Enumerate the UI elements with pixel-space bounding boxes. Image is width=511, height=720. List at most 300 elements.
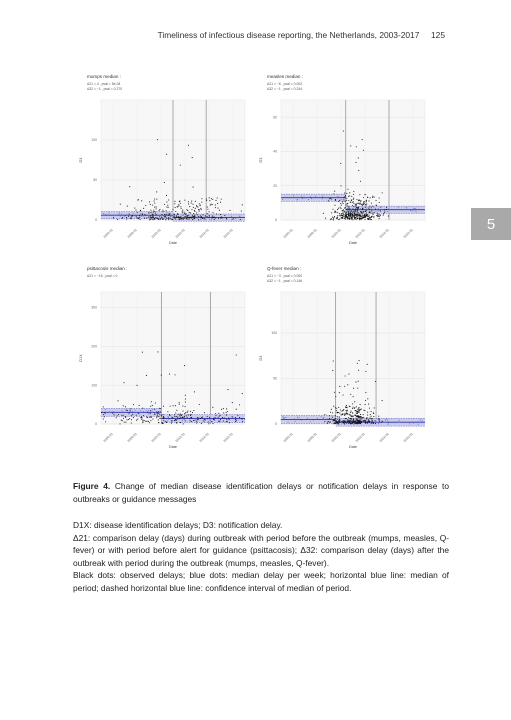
observed-delay-dot xyxy=(333,406,334,407)
observed-delay-dot xyxy=(219,210,220,211)
observed-delay-dot xyxy=(166,218,167,219)
observed-delay-dot xyxy=(126,409,127,410)
observed-delay-dot xyxy=(357,388,358,389)
observed-delay-dot xyxy=(384,212,385,213)
observed-delay-dot xyxy=(193,420,194,421)
observed-delay-dot xyxy=(180,422,181,423)
observed-delay-dot xyxy=(328,200,329,201)
observed-delay-dot xyxy=(361,422,362,423)
observed-delay-dot xyxy=(227,389,228,390)
observed-delay-dot xyxy=(356,146,357,147)
weekly-median-dot xyxy=(146,410,147,411)
observed-delay-dot xyxy=(186,216,187,217)
observed-delay-dot xyxy=(336,420,337,421)
y-tick-label: 100 xyxy=(271,331,277,336)
observed-delay-dot xyxy=(351,411,352,412)
observed-delay-dot xyxy=(215,415,216,416)
observed-delay-dot xyxy=(374,197,375,198)
observed-delay-dot xyxy=(359,423,360,424)
weekly-median-dot xyxy=(196,217,197,218)
observed-delay-dot xyxy=(350,145,351,146)
weekly-median-dot xyxy=(148,213,149,214)
observed-delay-dot xyxy=(382,192,383,193)
observed-delay-dot xyxy=(337,419,338,420)
chapter-tab xyxy=(471,208,511,240)
observed-delay-dot xyxy=(166,201,167,202)
observed-delay-dot xyxy=(358,412,359,413)
x-tick-label: 2010-01 xyxy=(150,431,162,443)
weekly-median-dot xyxy=(284,417,285,418)
observed-delay-dot xyxy=(188,219,189,220)
observed-delay-dot xyxy=(175,218,176,219)
observed-delay-dot xyxy=(349,218,350,219)
observed-delay-dot xyxy=(189,217,190,218)
observed-delay-dot xyxy=(217,203,218,204)
y-tick-label: 20 xyxy=(273,183,277,188)
observed-delay-dot xyxy=(348,215,349,216)
weekly-median-dot xyxy=(413,208,414,209)
observed-delay-dot xyxy=(150,215,151,216)
observed-delay-dot xyxy=(344,196,345,197)
observed-delay-dot xyxy=(116,417,117,418)
weekly-median-dot xyxy=(348,422,349,423)
weekly-median-dot xyxy=(413,422,414,423)
observed-delay-dot xyxy=(362,417,363,418)
observed-delay-dot xyxy=(383,215,384,216)
observed-delay-dot xyxy=(358,157,359,158)
observed-delay-dot xyxy=(355,418,356,419)
observed-delay-dot xyxy=(150,416,151,417)
weekly-median-dot xyxy=(197,218,198,219)
observed-delay-dot xyxy=(184,416,185,417)
observed-delay-dot xyxy=(194,210,195,211)
weekly-median-dot xyxy=(152,409,153,410)
observed-delay-dot xyxy=(105,421,106,422)
x-tick-label: 2014-01 xyxy=(378,431,390,443)
observed-delay-dot xyxy=(163,406,164,407)
observed-delay-dot xyxy=(194,218,195,219)
observed-delay-dot xyxy=(324,421,325,422)
observed-delay-dot xyxy=(200,215,201,216)
observed-delay-dot xyxy=(339,416,340,417)
weekly-median-dot xyxy=(119,213,120,214)
weekly-median-dot xyxy=(113,411,114,412)
weekly-median-dot xyxy=(323,417,324,418)
observed-delay-dot xyxy=(158,422,159,423)
observed-delay-dot xyxy=(346,214,347,215)
observed-delay-dot xyxy=(367,412,368,413)
observed-delay-dot xyxy=(212,212,213,213)
observed-delay-dot xyxy=(155,208,156,209)
observed-delay-dot xyxy=(357,412,358,413)
observed-delay-dot xyxy=(150,420,151,421)
weekly-median-dot xyxy=(398,420,399,421)
observed-delay-dot xyxy=(123,415,124,416)
observed-delay-dot xyxy=(157,413,158,414)
observed-delay-dot xyxy=(351,416,352,417)
weekly-median-dot xyxy=(156,411,157,412)
observed-delay-dot xyxy=(346,211,347,212)
weekly-median-dot xyxy=(198,417,199,418)
observed-delay-dot xyxy=(360,417,361,418)
observed-delay-dot xyxy=(232,219,233,220)
weekly-median-dot xyxy=(325,197,326,198)
observed-delay-dot xyxy=(365,217,366,218)
y-tick-label: 200 xyxy=(91,344,97,349)
weekly-median-dot xyxy=(378,210,379,211)
observed-delay-dot xyxy=(167,205,168,206)
observed-delay-dot xyxy=(192,219,193,220)
observed-delay-dot xyxy=(176,216,177,217)
weekly-median-dot xyxy=(176,418,177,419)
observed-delay-dot xyxy=(181,218,182,219)
observed-delay-dot xyxy=(350,394,351,395)
observed-delay-dot xyxy=(159,216,160,217)
observed-delay-dot xyxy=(190,420,191,421)
observed-delay-dot xyxy=(140,219,141,220)
observed-delay-dot xyxy=(346,193,347,194)
observed-delay-dot xyxy=(348,207,349,208)
weekly-median-dot xyxy=(135,410,136,411)
weekly-median-dot xyxy=(182,215,183,216)
weekly-median-dot xyxy=(200,218,201,219)
weekly-median-dot xyxy=(154,413,155,414)
observed-delay-dot xyxy=(232,402,233,403)
observed-delay-dot xyxy=(349,209,350,210)
observed-delay-dot xyxy=(199,404,200,405)
weekly-median-dot xyxy=(346,420,347,421)
observed-delay-dot xyxy=(338,412,339,413)
weekly-median-dot xyxy=(285,417,286,418)
observed-delay-dot xyxy=(195,201,196,202)
weekly-median-dot xyxy=(159,412,160,413)
observed-delay-dot xyxy=(363,150,364,151)
observed-delay-dot xyxy=(352,407,353,408)
observed-delay-dot xyxy=(207,209,208,210)
observed-delay-dot xyxy=(175,405,176,406)
observed-delay-dot xyxy=(185,395,186,396)
weekly-median-dot xyxy=(348,208,349,209)
observed-delay-dot xyxy=(355,219,356,220)
weekly-median-dot xyxy=(143,216,144,217)
observed-delay-dot xyxy=(373,423,374,424)
observed-delay-dot xyxy=(328,421,329,422)
observed-delay-dot xyxy=(359,215,360,216)
observed-delay-dot xyxy=(371,219,372,220)
observed-delay-dot xyxy=(372,213,373,214)
observed-delay-dot xyxy=(379,202,380,203)
observed-delay-dot xyxy=(170,216,171,217)
observed-delay-dot xyxy=(338,420,339,421)
observed-delay-dot xyxy=(146,217,147,218)
observed-delay-dot xyxy=(163,414,164,415)
observed-delay-dot xyxy=(193,216,194,217)
x-tick-label: 2010-01 xyxy=(330,431,342,443)
observed-delay-dot xyxy=(150,410,151,411)
plot-background xyxy=(101,292,245,424)
observed-delay-dot xyxy=(365,211,366,212)
observed-delay-dot xyxy=(376,200,377,201)
observed-delay-dot xyxy=(202,214,203,215)
weekly-median-dot xyxy=(113,215,114,216)
observed-delay-dot xyxy=(188,145,189,146)
observed-delay-dot xyxy=(125,215,126,216)
observed-delay-dot xyxy=(142,408,143,409)
weekly-median-dot xyxy=(410,210,411,211)
observed-delay-dot xyxy=(360,421,361,422)
observed-delay-dot xyxy=(347,205,348,206)
weekly-median-dot xyxy=(399,422,400,423)
observed-delay-dot xyxy=(344,216,345,217)
weekly-median-dot xyxy=(130,410,131,411)
observed-delay-dot xyxy=(200,205,201,206)
observed-delay-dot xyxy=(202,417,203,418)
observed-delay-dot xyxy=(360,200,361,201)
observed-delay-dot xyxy=(368,216,369,217)
figure-label: Figure 4. xyxy=(73,481,111,491)
observed-delay-dot xyxy=(124,422,125,423)
weekly-median-dot xyxy=(412,211,413,212)
observed-delay-dot xyxy=(130,408,131,409)
observed-delay-dot xyxy=(334,211,335,212)
observed-delay-dot xyxy=(184,216,185,217)
observed-delay-dot xyxy=(162,418,163,419)
observed-delay-dot xyxy=(142,422,143,423)
observed-delay-dot xyxy=(345,418,346,419)
weekly-median-dot xyxy=(422,420,423,421)
observed-delay-dot xyxy=(142,214,143,215)
observed-delay-dot xyxy=(357,208,358,209)
observed-delay-dot xyxy=(345,407,346,408)
observed-delay-dot xyxy=(158,420,159,421)
observed-delay-dot xyxy=(364,219,365,220)
observed-delay-dot xyxy=(370,212,371,213)
weekly-median-dot xyxy=(126,214,127,215)
observed-delay-dot xyxy=(212,423,213,424)
observed-delay-dot xyxy=(175,211,176,212)
observed-delay-dot xyxy=(379,197,380,198)
observed-delay-dot xyxy=(160,218,161,219)
observed-delay-dot xyxy=(206,198,207,199)
weekly-median-dot xyxy=(385,419,386,420)
observed-delay-dot xyxy=(148,217,149,218)
observed-delay-dot xyxy=(165,421,166,422)
observed-delay-dot xyxy=(371,207,372,208)
q-fever-panel xyxy=(255,262,430,452)
observed-delay-dot xyxy=(187,215,188,216)
observed-delay-dot xyxy=(229,210,230,211)
weekly-median-dot xyxy=(175,418,176,419)
weekly-median-dot xyxy=(387,211,388,212)
weekly-median-dot xyxy=(170,418,171,419)
observed-delay-dot xyxy=(191,209,192,210)
observed-delay-dot xyxy=(190,411,191,412)
chart-title: Q-fever median : xyxy=(267,266,302,271)
observed-delay-dot xyxy=(372,206,373,207)
observed-delay-dot xyxy=(129,412,130,413)
observed-delay-dot xyxy=(334,216,335,217)
chart-stat: Δ21 = −16 , pval = 0 xyxy=(87,274,118,278)
observed-delay-dot xyxy=(220,217,221,218)
observed-delay-dot xyxy=(184,413,185,414)
x-axis-label: Date xyxy=(348,241,358,245)
observed-delay-dot xyxy=(154,201,155,202)
weekly-median-dot xyxy=(294,418,295,419)
observed-delay-dot xyxy=(337,422,338,423)
observed-delay-dot xyxy=(181,208,182,209)
observed-delay-dot xyxy=(166,154,167,155)
observed-delay-dot xyxy=(178,414,179,415)
weekly-median-dot xyxy=(342,420,343,421)
weekly-median-dot xyxy=(197,418,198,419)
observed-delay-dot xyxy=(344,208,345,209)
weekly-median-dot xyxy=(349,421,350,422)
weekly-median-dot xyxy=(120,216,121,217)
observed-delay-dot xyxy=(366,418,367,419)
chart-stat: Δ21 = −3 , pval = 0.000 xyxy=(267,274,303,278)
observed-delay-dot xyxy=(371,210,372,211)
observed-delay-dot xyxy=(172,209,173,210)
observed-delay-dot xyxy=(198,219,199,220)
observed-delay-dot xyxy=(362,215,363,216)
weekly-median-dot xyxy=(337,196,338,197)
observed-delay-dot xyxy=(221,199,222,200)
observed-delay-dot xyxy=(210,205,211,206)
observed-delay-dot xyxy=(199,203,200,204)
observed-delay-dot xyxy=(369,421,370,422)
observed-delay-dot xyxy=(157,351,158,352)
observed-delay-dot xyxy=(344,386,345,387)
weekly-median-dot xyxy=(195,418,196,419)
weekly-median-dot xyxy=(282,199,283,200)
observed-delay-dot xyxy=(150,412,151,413)
observed-delay-dot xyxy=(209,200,210,201)
observed-delay-dot xyxy=(334,212,335,213)
observed-delay-dot xyxy=(148,421,149,422)
observed-delay-dot xyxy=(382,400,383,401)
weekly-median-dot xyxy=(109,213,110,214)
observed-delay-dot xyxy=(188,217,189,218)
observed-delay-dot xyxy=(182,212,183,213)
observed-delay-dot xyxy=(127,206,128,207)
observed-delay-dot xyxy=(363,197,364,198)
observed-delay-dot xyxy=(332,370,333,371)
observed-delay-dot xyxy=(340,409,341,410)
observed-delay-dot xyxy=(184,365,185,366)
weekly-median-dot xyxy=(137,412,138,413)
observed-delay-dot xyxy=(340,207,341,208)
weekly-median-dot xyxy=(148,413,149,414)
page-number: 125 xyxy=(431,30,445,40)
observed-delay-dot xyxy=(176,410,177,411)
weekly-median-dot xyxy=(334,198,335,199)
observed-delay-dot xyxy=(152,205,153,206)
x-tick-label: 2006-01 xyxy=(282,431,294,443)
observed-delay-dot xyxy=(168,207,169,208)
observed-delay-dot xyxy=(211,421,212,422)
x-tick-label: 2012-01 xyxy=(174,227,186,239)
observed-delay-dot xyxy=(352,205,353,206)
observed-delay-dot xyxy=(366,213,367,214)
weekly-median-dot xyxy=(332,421,333,422)
weekly-median-dot xyxy=(313,197,314,198)
y-tick-label: 50 xyxy=(273,376,277,381)
weekly-median-dot xyxy=(350,424,351,425)
observed-delay-dot xyxy=(333,193,334,194)
observed-delay-dot xyxy=(346,216,347,217)
weekly-median-dot xyxy=(140,214,141,215)
observed-delay-dot xyxy=(365,404,366,405)
observed-delay-dot xyxy=(369,217,370,218)
weekly-median-dot xyxy=(108,412,109,413)
observed-delay-dot xyxy=(361,416,362,417)
observed-delay-dot xyxy=(137,212,138,213)
x-tick-label: 2006-01 xyxy=(102,227,114,239)
chart-stat: Δ32 = −1 , pval = 0.244 xyxy=(267,87,303,91)
observed-delay-dot xyxy=(161,375,162,376)
weekly-median-dot xyxy=(299,417,300,418)
observed-delay-dot xyxy=(207,213,208,214)
observed-delay-dot xyxy=(343,203,344,204)
observed-delay-dot xyxy=(194,215,195,216)
observed-delay-dot xyxy=(355,205,356,206)
observed-delay-dot xyxy=(371,411,372,412)
x-tick-label: 2016-01 xyxy=(222,431,234,443)
observed-delay-dot xyxy=(179,404,180,405)
observed-delay-dot xyxy=(359,417,360,418)
observed-delay-dot xyxy=(135,210,136,211)
observed-delay-dot xyxy=(133,417,134,418)
observed-delay-dot xyxy=(372,197,373,198)
weekly-median-dot xyxy=(322,196,323,197)
weekly-median-dot xyxy=(227,419,228,420)
weekly-median-dot xyxy=(340,420,341,421)
weekly-median-dot xyxy=(327,418,328,419)
observed-delay-dot xyxy=(180,165,181,166)
weekly-median-dot xyxy=(321,416,322,417)
observed-delay-dot xyxy=(242,393,243,394)
observed-delay-dot xyxy=(360,422,361,423)
weekly-median-dot xyxy=(156,413,157,414)
weekly-median-dot xyxy=(152,213,153,214)
observed-delay-dot xyxy=(183,423,184,424)
observed-delay-dot xyxy=(373,217,374,218)
observed-delay-dot xyxy=(149,201,150,202)
observed-delay-dot xyxy=(151,217,152,218)
observed-delay-dot xyxy=(361,211,362,212)
observed-delay-dot xyxy=(354,217,355,218)
observed-delay-dot xyxy=(353,203,354,204)
observed-delay-dot xyxy=(352,216,353,217)
x-tick-label: 2016-01 xyxy=(222,227,234,239)
observed-delay-dot xyxy=(188,203,189,204)
observed-delay-dot xyxy=(190,414,191,415)
observed-delay-dot xyxy=(160,219,161,220)
observed-delay-dot xyxy=(191,201,192,202)
y-axis-label: D1X xyxy=(79,354,83,362)
observed-delay-dot xyxy=(347,410,348,411)
observed-delay-dot xyxy=(372,418,373,419)
weekly-median-dot xyxy=(239,418,240,419)
observed-delay-dot xyxy=(350,202,351,203)
observed-delay-dot xyxy=(200,208,201,209)
observed-delay-dot xyxy=(153,217,154,218)
weekly-median-dot xyxy=(109,411,110,412)
weekly-median-dot xyxy=(140,410,141,411)
observed-delay-dot xyxy=(142,352,143,353)
observed-delay-dot xyxy=(215,413,216,414)
observed-delay-dot xyxy=(369,408,370,409)
